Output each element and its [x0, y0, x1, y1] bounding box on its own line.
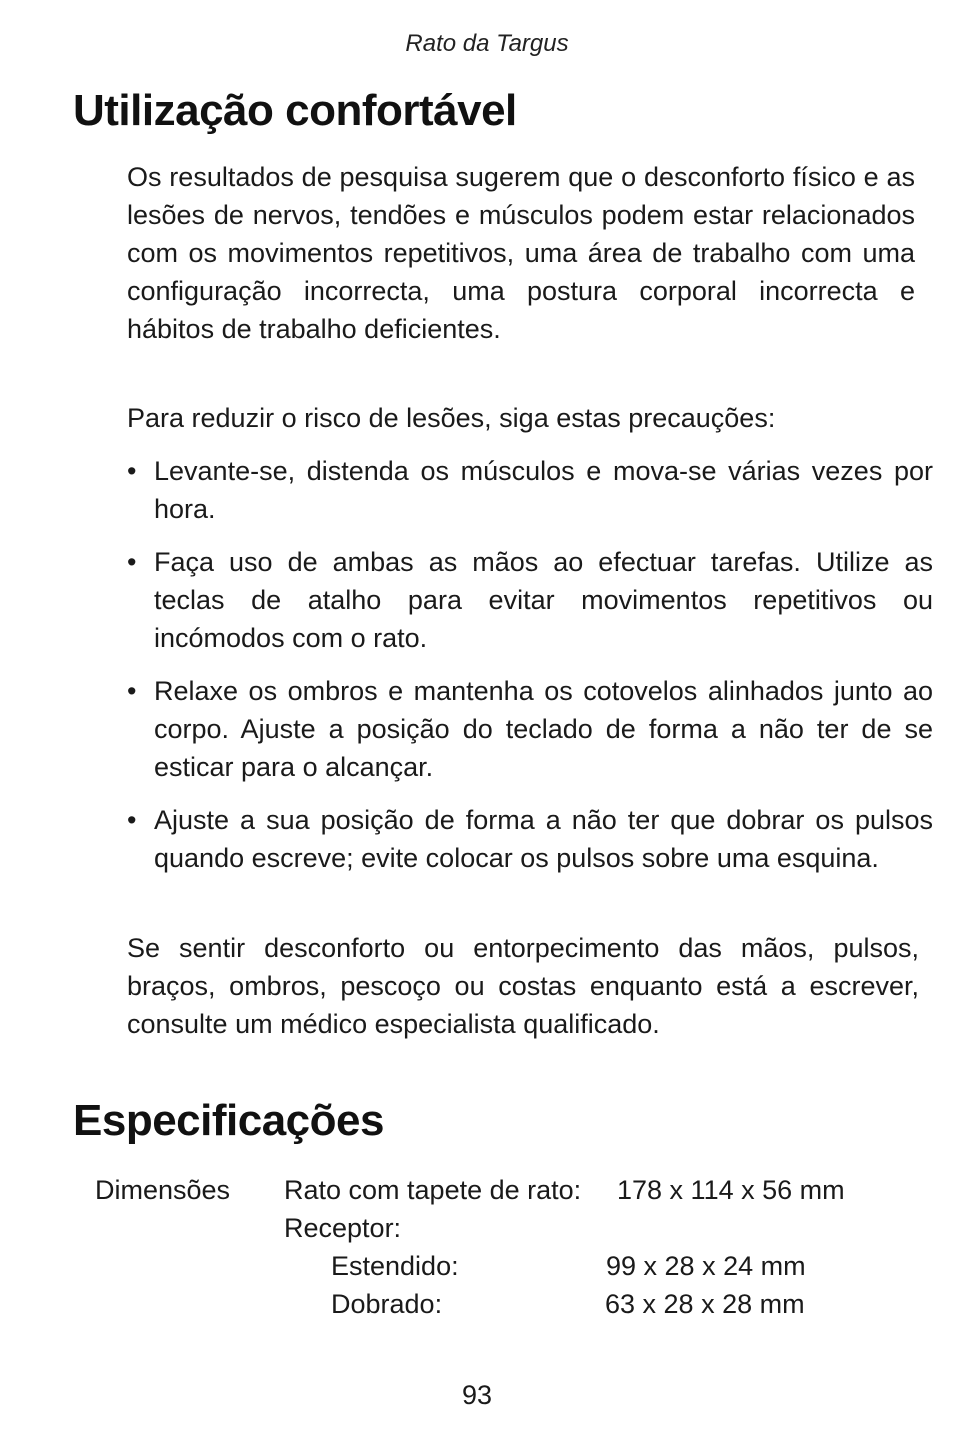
bullet-icon: • [127, 805, 137, 835]
spec-folded-label: Dobrado: [331, 1289, 443, 1319]
comfort-closing-text: Se sentir desconforto ou entorpecimento das mãos, pulsos, braços, ombros, pescoço ou costas enquanto está a escrever, consulte um médico especialista qualificado. [127, 933, 919, 1039]
list-item [127, 672, 933, 786]
section-title-comfort: Utilização confortável [73, 86, 517, 135]
spec-mouse-pad-value: 178 x 114 x 56 mm [617, 1175, 845, 1205]
list-item [127, 452, 933, 528]
comfort-lead-text: Para reduzir o risco de lesões, siga estas precauções: [127, 403, 776, 433]
list-item-text: Levante-se, distenda os músculos e mova-se várias vezes por hora. [154, 456, 933, 524]
comfort-intro-paragraph [127, 158, 915, 348]
bullet-icon: • [127, 547, 137, 577]
spec-mouse-pad-label: Rato com tapete de rato: [284, 1175, 582, 1205]
list-item-text: Faça uso de ambas as mãos ao efectuar tarefas. Utilize as teclas de atalho para evitar movimentos repetitivos ou incómodos com o rato. [154, 547, 933, 653]
list-item-text: Ajuste a sua posição de forma a não ter que dobrar os pulsos quando escreve; evite colocar os pulsos sobre uma esquina. [154, 805, 933, 873]
spec-extended-value: 99 x 28 x 24 mm [606, 1251, 806, 1281]
bullet-icon: • [127, 676, 137, 706]
list-item-text: Relaxe os ombros e mantenha os cotovelos alinhados junto ao corpo. Ajuste a posição do teclado de forma a não ter de se esticar para o alcançar. [154, 676, 933, 782]
comfort-closing-paragraph [127, 929, 919, 1043]
precautions-list [127, 452, 933, 892]
spec-dimensions-label: Dimensões [95, 1175, 231, 1205]
running-header: Rato da Targus [405, 30, 569, 57]
list-item [127, 801, 933, 877]
comfort-lead-paragraph [127, 399, 925, 437]
comfort-intro-text: Os resultados de pesquisa sugerem que o desconforto físico e as lesões de nervos, tendões e músculos podem estar relacionados com os movimentos repetitivos, uma área de trabalho com uma configuração incorrecta, uma postura corporal incorrecta e hábitos de trabalho deficientes. [127, 162, 915, 344]
section-title-specs: Especificações [73, 1096, 384, 1145]
spec-folded-value: 63 x 28 x 28 mm [605, 1289, 805, 1319]
bullet-icon: • [127, 456, 137, 486]
spec-receiver-label: Receptor: [284, 1213, 402, 1243]
list-item [127, 543, 933, 657]
page-number: 93 [461, 1380, 493, 1410]
spec-extended-label: Estendido: [331, 1251, 459, 1281]
